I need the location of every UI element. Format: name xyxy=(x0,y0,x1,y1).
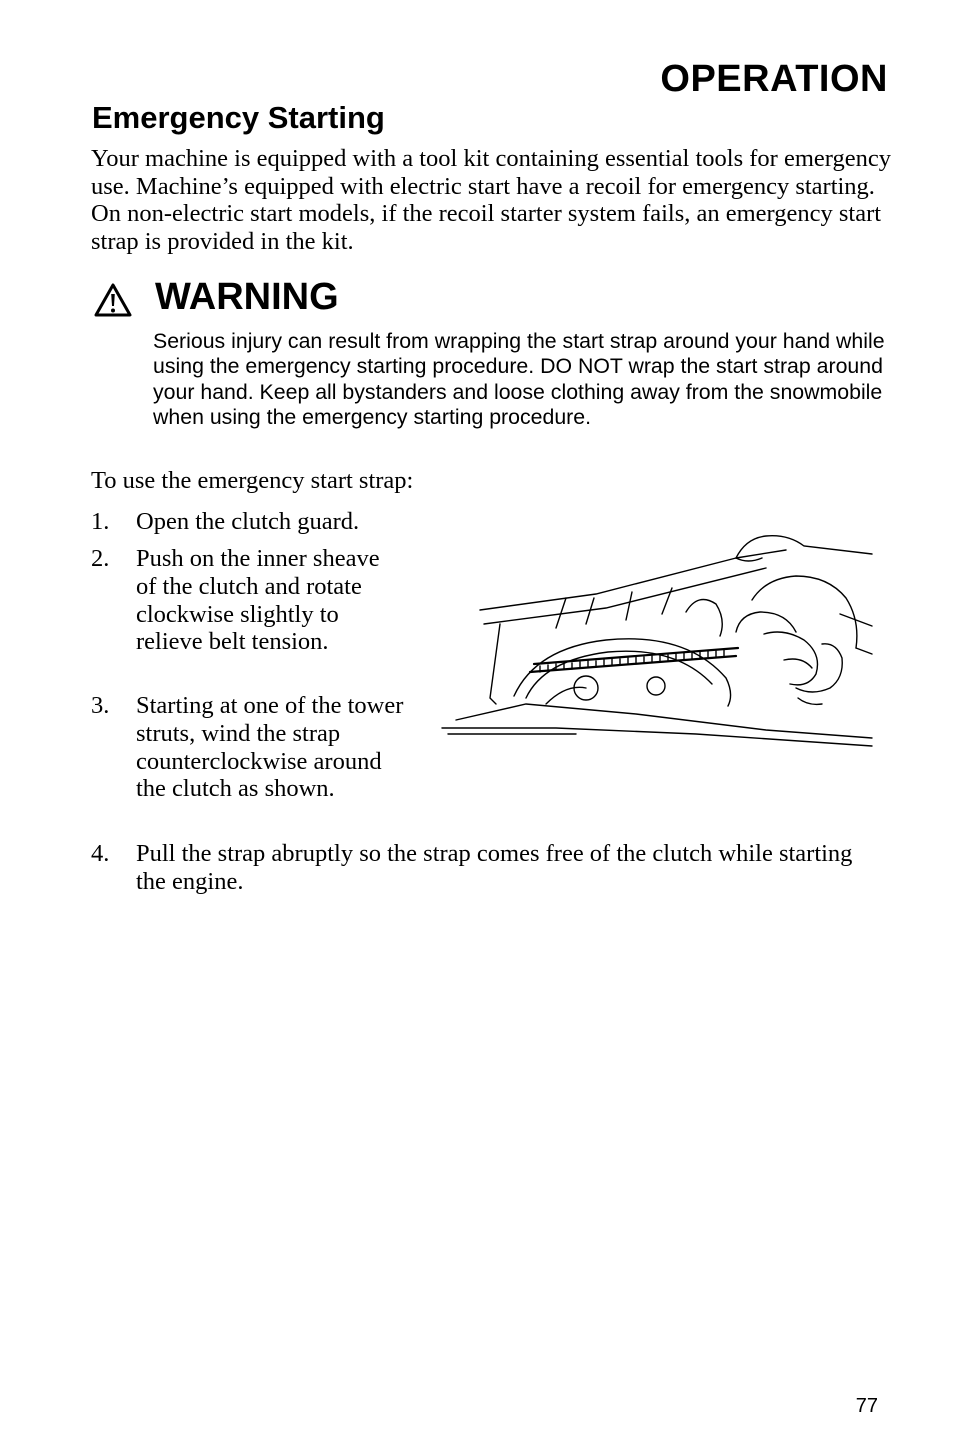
page-title: Emergency Starting xyxy=(92,100,385,135)
warning-triangle-icon xyxy=(93,282,133,318)
intro-paragraph: Your machine is equipped with a tool kit containing essential tools for emergency use. Machine’s equipped with electric start have a recoil for emergency starting. On non-electric start models, if the recoil starter system fails, an emergency start strap is provided in the kit. xyxy=(91,145,891,256)
warning-text: Serious injury can result from wrapping the start strap around your hand while using the emergency starting procedure. DO NOT wrap the start strap around your hand. Keep all bystanders and loose clothing away from the snowmobile when using the emergency starting procedure. xyxy=(153,329,885,429)
section-header: OPERATION xyxy=(660,58,888,100)
step-number: 1. xyxy=(91,508,110,535)
step-text: Starting at one of the tower struts, wind the strap counterclockwise around the clutch as shown. xyxy=(136,692,404,803)
step-number: 3. xyxy=(91,692,110,719)
step-text: Open the clutch guard. xyxy=(136,508,360,535)
step-number: 4. xyxy=(91,840,110,867)
warning-heading: WARNING xyxy=(155,276,339,318)
step-text: Pull the strap abruptly so the strap comes free of the clutch while starting the engine. xyxy=(136,840,853,895)
page-number: 77 xyxy=(855,1395,878,1417)
procedure-lead: To use the emergency start strap: xyxy=(91,467,414,494)
step-number: 2. xyxy=(91,545,110,572)
step-text: Push on the inner sheave of the clutch and rotate clockwise slightly to relieve belt tension. xyxy=(136,545,380,656)
clutch-strap-illustration xyxy=(436,528,878,750)
